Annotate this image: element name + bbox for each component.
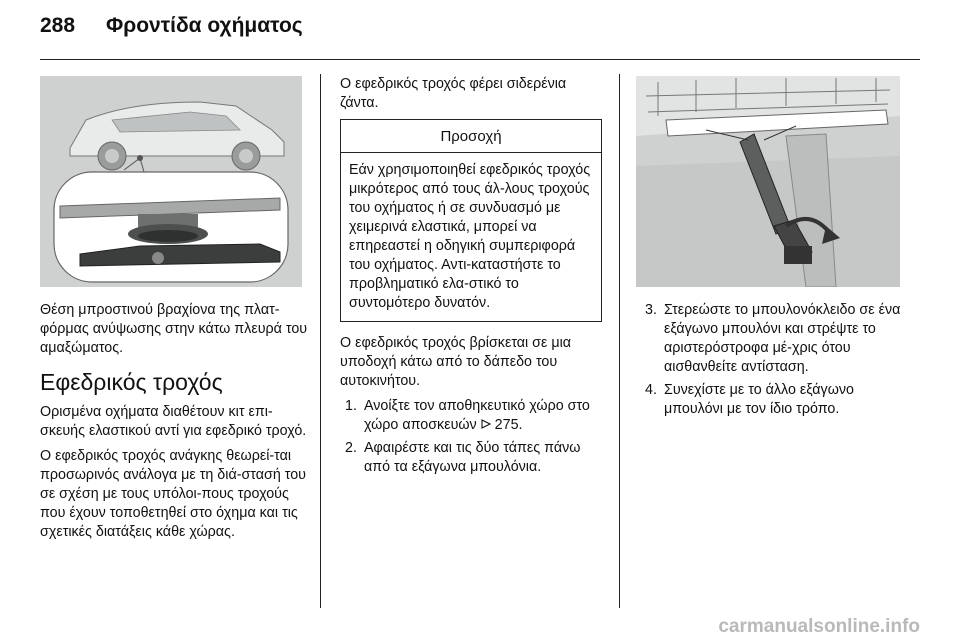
paragraph: Ο εφεδρικός τροχός βρίσκεται σε μια υποδοχή κάτω από το δάπεδο του αυτοκινήτου. — [340, 335, 572, 389]
lifting-point-illustration — [40, 76, 302, 287]
steps-list — [640, 301, 902, 419]
list-item — [640, 301, 902, 377]
column-divider-right — [619, 74, 620, 608]
arrow-reference-icon — [481, 417, 491, 433]
paragraph: Ορισμένα οχήματα διαθέτουν κιτ επι-σκευής ελαστικού αντί για εφεδρικό τροχό. — [40, 404, 307, 439]
steps-list — [340, 397, 602, 477]
step-text: Ανοίξτε τον αποθηκευτικό χώρο στο χώρο αποσκευών — [364, 398, 590, 433]
column-3 — [640, 301, 902, 423]
step-number: 1. — [345, 398, 357, 414]
page-header — [40, 14, 303, 38]
list-item — [640, 381, 902, 419]
paragraph: Ο εφεδρικός τροχός ανάγκης θεωρεί-ται προσωρινός ανάλογα με τη διά-στασή του σε σχέση με τους υπόλοι-πους τροχούς που έχουν τοποθετηθεί στο όχημα και τις σχετικές διατάξεις κάθε χώρας. — [40, 448, 306, 540]
column-divider-left — [320, 74, 321, 608]
paragraph: Ο εφεδρικός τροχός φέρει σιδερένια ζάντα. — [340, 76, 567, 111]
warning-box — [340, 119, 602, 322]
step-number: 3. — [645, 302, 657, 318]
figure-caption: Θέση μπροστινού βραχίονα της πλατ-φόρμας ανύψωσης στην κάτω πλευρά του αμαξώματος. — [40, 302, 308, 356]
page-number: 288 — [40, 14, 76, 37]
header-divider — [40, 59, 920, 60]
column-2 — [340, 75, 602, 481]
step-text: Συνεχίστε με το άλλο εξάγωνο μπουλόνι με τον ίδιο τρόπο. — [664, 382, 854, 417]
step-number: 2. — [345, 440, 357, 456]
car-jack-point-drawing — [40, 76, 302, 287]
section-heading: Εφεδρικός τροχός — [40, 369, 223, 395]
list-item — [340, 397, 602, 435]
step-number: 4. — [645, 382, 657, 398]
warning-text: Εάν χρησιμοποιηθεί εφεδρικός τροχός μικρότερος από τους άλ-λους τροχούς του οχήματος ή σε συνδυασμό με χειμερινά ελαστικά, μπορεί να επηρεαστεί η οδηγική συμπεριφορά του οχήματος. Αντι-καταστήστε το προβληματικό ελα-στικό το συντομότερο δυνατόν. — [349, 162, 591, 311]
watermark: carmanualsonline.info — [718, 616, 920, 637]
page-reference[interactable]: 275. — [494, 417, 523, 433]
wheel-brace-drawing — [636, 76, 900, 287]
column-1 — [40, 301, 308, 548]
section-title: Φροντίδα οχήματος — [106, 14, 303, 37]
step-text: Στερεώστε το μπουλονόκλειδο σε ένα εξάγωνο μπουλόνι και στρέψτε το αριστερόστροφα μέ-χρις ότου αισθανθείτε αντίσταση. — [664, 302, 901, 375]
warning-title: Προσοχή — [341, 120, 601, 153]
step-text: Αφαιρέστε και τις δύο τάπες πάνω από τα εξάγωνα μπουλόνια. — [364, 440, 581, 475]
wheel-brace-illustration — [636, 76, 900, 287]
list-item — [340, 439, 602, 477]
